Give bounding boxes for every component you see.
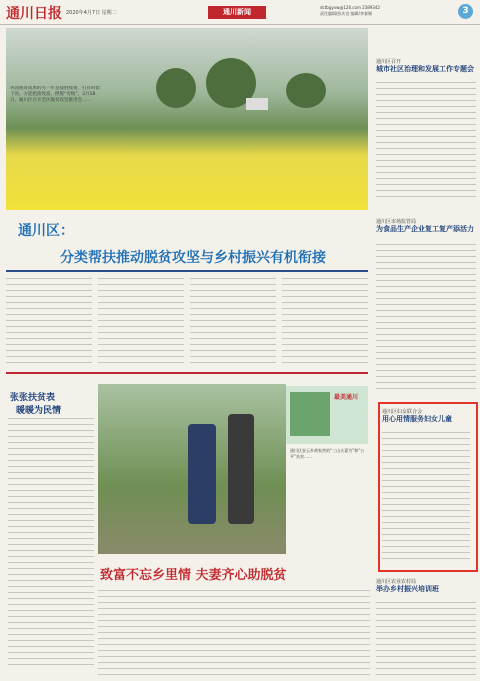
- section-badge: 通川新闻: [208, 6, 266, 19]
- article-kicker: 通川区市场监管局: [376, 219, 417, 225]
- mini-panel-text: 通川区安云乡黄家营的“三山夫妻为”和“公平”扶贫……: [290, 448, 365, 459]
- tree-shape: [156, 68, 196, 108]
- banner-title-line2: 分类帮扶推动脱贫攻坚与乡村振兴有机衔接: [60, 250, 326, 266]
- photo-two-people-in-field: [98, 384, 286, 554]
- article-body-columns: [6, 278, 368, 368]
- feature-headline: 致富不忘乡里情 夫妻齐心助脱贫: [100, 568, 287, 583]
- person-woman: [228, 414, 254, 524]
- right-article-1: [376, 58, 476, 74]
- right-text-block: [376, 82, 476, 200]
- side-title-2: 暖暖为民情: [16, 406, 62, 416]
- article-title: 为食品生产企业复工复产添活力: [376, 225, 474, 233]
- contact-line-2: 责任编辑/彭庆良 编辑/李春顺: [320, 11, 372, 16]
- article-title: 城市社区治理和发展工作专题会: [376, 65, 474, 73]
- person-man: [188, 424, 216, 524]
- text-column: [282, 278, 368, 368]
- house-shape: [246, 98, 268, 110]
- right-text-block: [376, 602, 476, 676]
- section-divider: [6, 372, 368, 374]
- side-headline: [10, 390, 61, 416]
- text-column: [190, 278, 276, 368]
- contact-info: [320, 5, 380, 17]
- right-article-2: [376, 218, 476, 234]
- article-kicker: 通川区召开: [376, 59, 402, 65]
- newspaper-logo: 通川日报: [6, 6, 62, 22]
- right-text-block: [382, 432, 470, 562]
- right-article-3: [382, 408, 472, 424]
- side-text-column: [8, 418, 94, 668]
- side-title-1: 张张扶贫表: [10, 393, 56, 403]
- article-title: 用心用情服务妇女儿童: [382, 415, 452, 423]
- contact-line-1: dctbgyxw@126.com 2389342: [320, 5, 380, 10]
- article-kicker: 通川区妇女联合会: [382, 409, 423, 415]
- right-text-block: [376, 244, 476, 394]
- feature-body-text: [98, 590, 370, 676]
- banner-title-line1: 通川区：: [18, 223, 74, 239]
- right-article-4: [376, 578, 476, 594]
- tree-shape: [286, 73, 326, 108]
- text-column: [98, 278, 184, 368]
- banner-rule: [6, 270, 368, 272]
- article-kicker: 通川区农业农村局: [376, 579, 417, 585]
- page-number-badge: 3: [458, 4, 473, 19]
- intro-text: 巩固脱贫成果的另一步是战胜疫情，打有时留下的，方能把准致富，摆脱“穷根”。3月18日，通川区召开全区脱贫攻坚推进会……: [10, 86, 100, 103]
- mini-brand: 最美通川: [334, 394, 359, 401]
- issue-date: 2020年4月7日 星期二: [66, 10, 117, 16]
- article-title: 举办乡村振兴培训班: [376, 585, 439, 593]
- mini-panel-image: [290, 392, 330, 436]
- text-column: [6, 278, 92, 368]
